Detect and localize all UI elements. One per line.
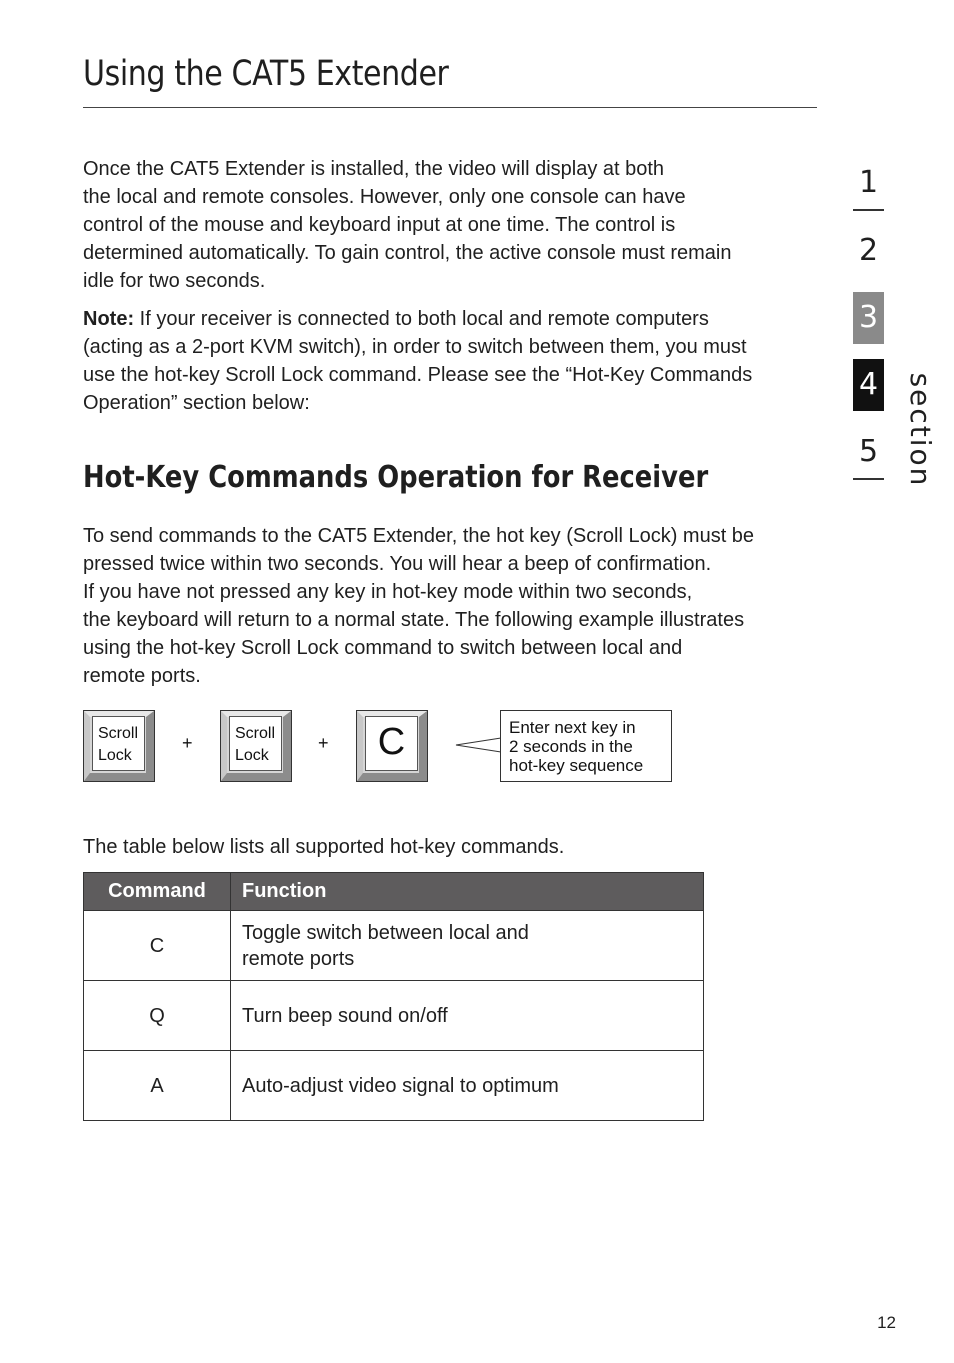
key-face — [229, 716, 282, 771]
hotkey-table — [83, 872, 704, 1121]
page-number: 12 — [877, 1313, 896, 1332]
key-face — [92, 716, 145, 771]
key-label: Lock — [235, 747, 269, 764]
c-key — [356, 710, 428, 782]
section-heading: Hot-Key Commands Operation for Receiver — [83, 460, 709, 495]
section-tab-3[interactable]: 3 — [853, 292, 884, 344]
function-cell — [231, 1051, 704, 1121]
hotkey-line: remote ports. — [83, 665, 201, 687]
function-cell — [231, 981, 704, 1051]
hotkey-line: If you have not pressed any key in hot-key mode within two seconds, — [83, 581, 693, 603]
hotkey-line: To send commands to the CAT5 Extender, the hot key (Scroll Lock) must be — [83, 525, 755, 547]
intro-line: determined automatically. To gain control, the active console must remain — [83, 242, 732, 264]
command-cell: C — [84, 911, 231, 981]
note-line: If your receiver is connected to both local and remote computers — [134, 308, 709, 330]
section-label: section — [904, 372, 937, 488]
function-cell — [231, 911, 704, 981]
intro-line: idle for two seconds. — [83, 270, 266, 292]
table-row — [84, 981, 704, 1051]
note-label: Note: — [83, 308, 135, 330]
section-tab-4[interactable]: 4 — [853, 359, 884, 411]
intro-line: the local and remote consoles. However, only one console can have — [83, 186, 686, 208]
callout-line: Enter next key in — [509, 718, 636, 737]
table-header-row — [84, 873, 704, 911]
section-tab-1[interactable]: 1 — [853, 157, 884, 211]
callout-pointer — [455, 736, 503, 756]
intro-line: Once the CAT5 Extender is installed, the video will display at both — [83, 158, 665, 180]
command-cell: A — [84, 1051, 231, 1121]
intro-line: control of the mouse and keyboard input at one time. The control is — [83, 214, 676, 236]
key-label: Scroll — [235, 725, 276, 742]
title-rule — [83, 107, 817, 108]
table-intro: The table below lists all supported hot-key commands. — [83, 836, 565, 858]
key-label: Lock — [98, 747, 132, 764]
callout-line: hot-key sequence — [509, 756, 644, 775]
hotkey-line: the keyboard will return to a normal state. The following example illustrates — [83, 609, 745, 631]
scroll-lock-key — [83, 710, 155, 782]
note-line: Operation” section below: — [83, 392, 310, 414]
key-face: C — [365, 716, 418, 771]
column-header-command: Command — [84, 873, 231, 911]
table-row — [84, 1051, 704, 1121]
note-line: use the hot-key Scroll Lock command. Please see the “Hot-Key Commands — [83, 364, 753, 386]
intro-paragraph — [83, 155, 828, 295]
section-tab-2[interactable]: 2 — [858, 233, 879, 268]
callout-line: 2 seconds in the — [509, 737, 633, 756]
note-paragraph — [83, 305, 828, 417]
function-text: remote ports — [242, 947, 355, 970]
page-title: Using the CAT5 Extender — [83, 54, 449, 94]
plus-sign: + — [318, 733, 329, 753]
function-text: Auto-adjust video signal to optimum — [242, 1074, 559, 1097]
function-text: Turn beep sound on/off — [242, 1004, 448, 1027]
command-cell: Q — [84, 981, 231, 1051]
table-row — [84, 911, 704, 981]
hotkey-line: using the hot-key Scroll Lock command to switch between local and — [83, 637, 683, 659]
section-tab-5[interactable]: 5 — [853, 426, 884, 480]
function-text: Toggle switch between local and — [242, 921, 529, 944]
note-line: (acting as a 2-port KVM switch), in order to switch between them, you must — [83, 336, 747, 358]
scroll-lock-key — [220, 710, 292, 782]
column-header-function: Function — [231, 873, 704, 911]
key-label: Scroll — [98, 725, 139, 742]
hotkey-line: pressed twice within two seconds. You will hear a beep of confirmation. — [83, 553, 712, 575]
plus-sign: + — [182, 733, 193, 753]
callout-box — [500, 710, 672, 782]
hotkey-paragraph — [83, 522, 828, 690]
